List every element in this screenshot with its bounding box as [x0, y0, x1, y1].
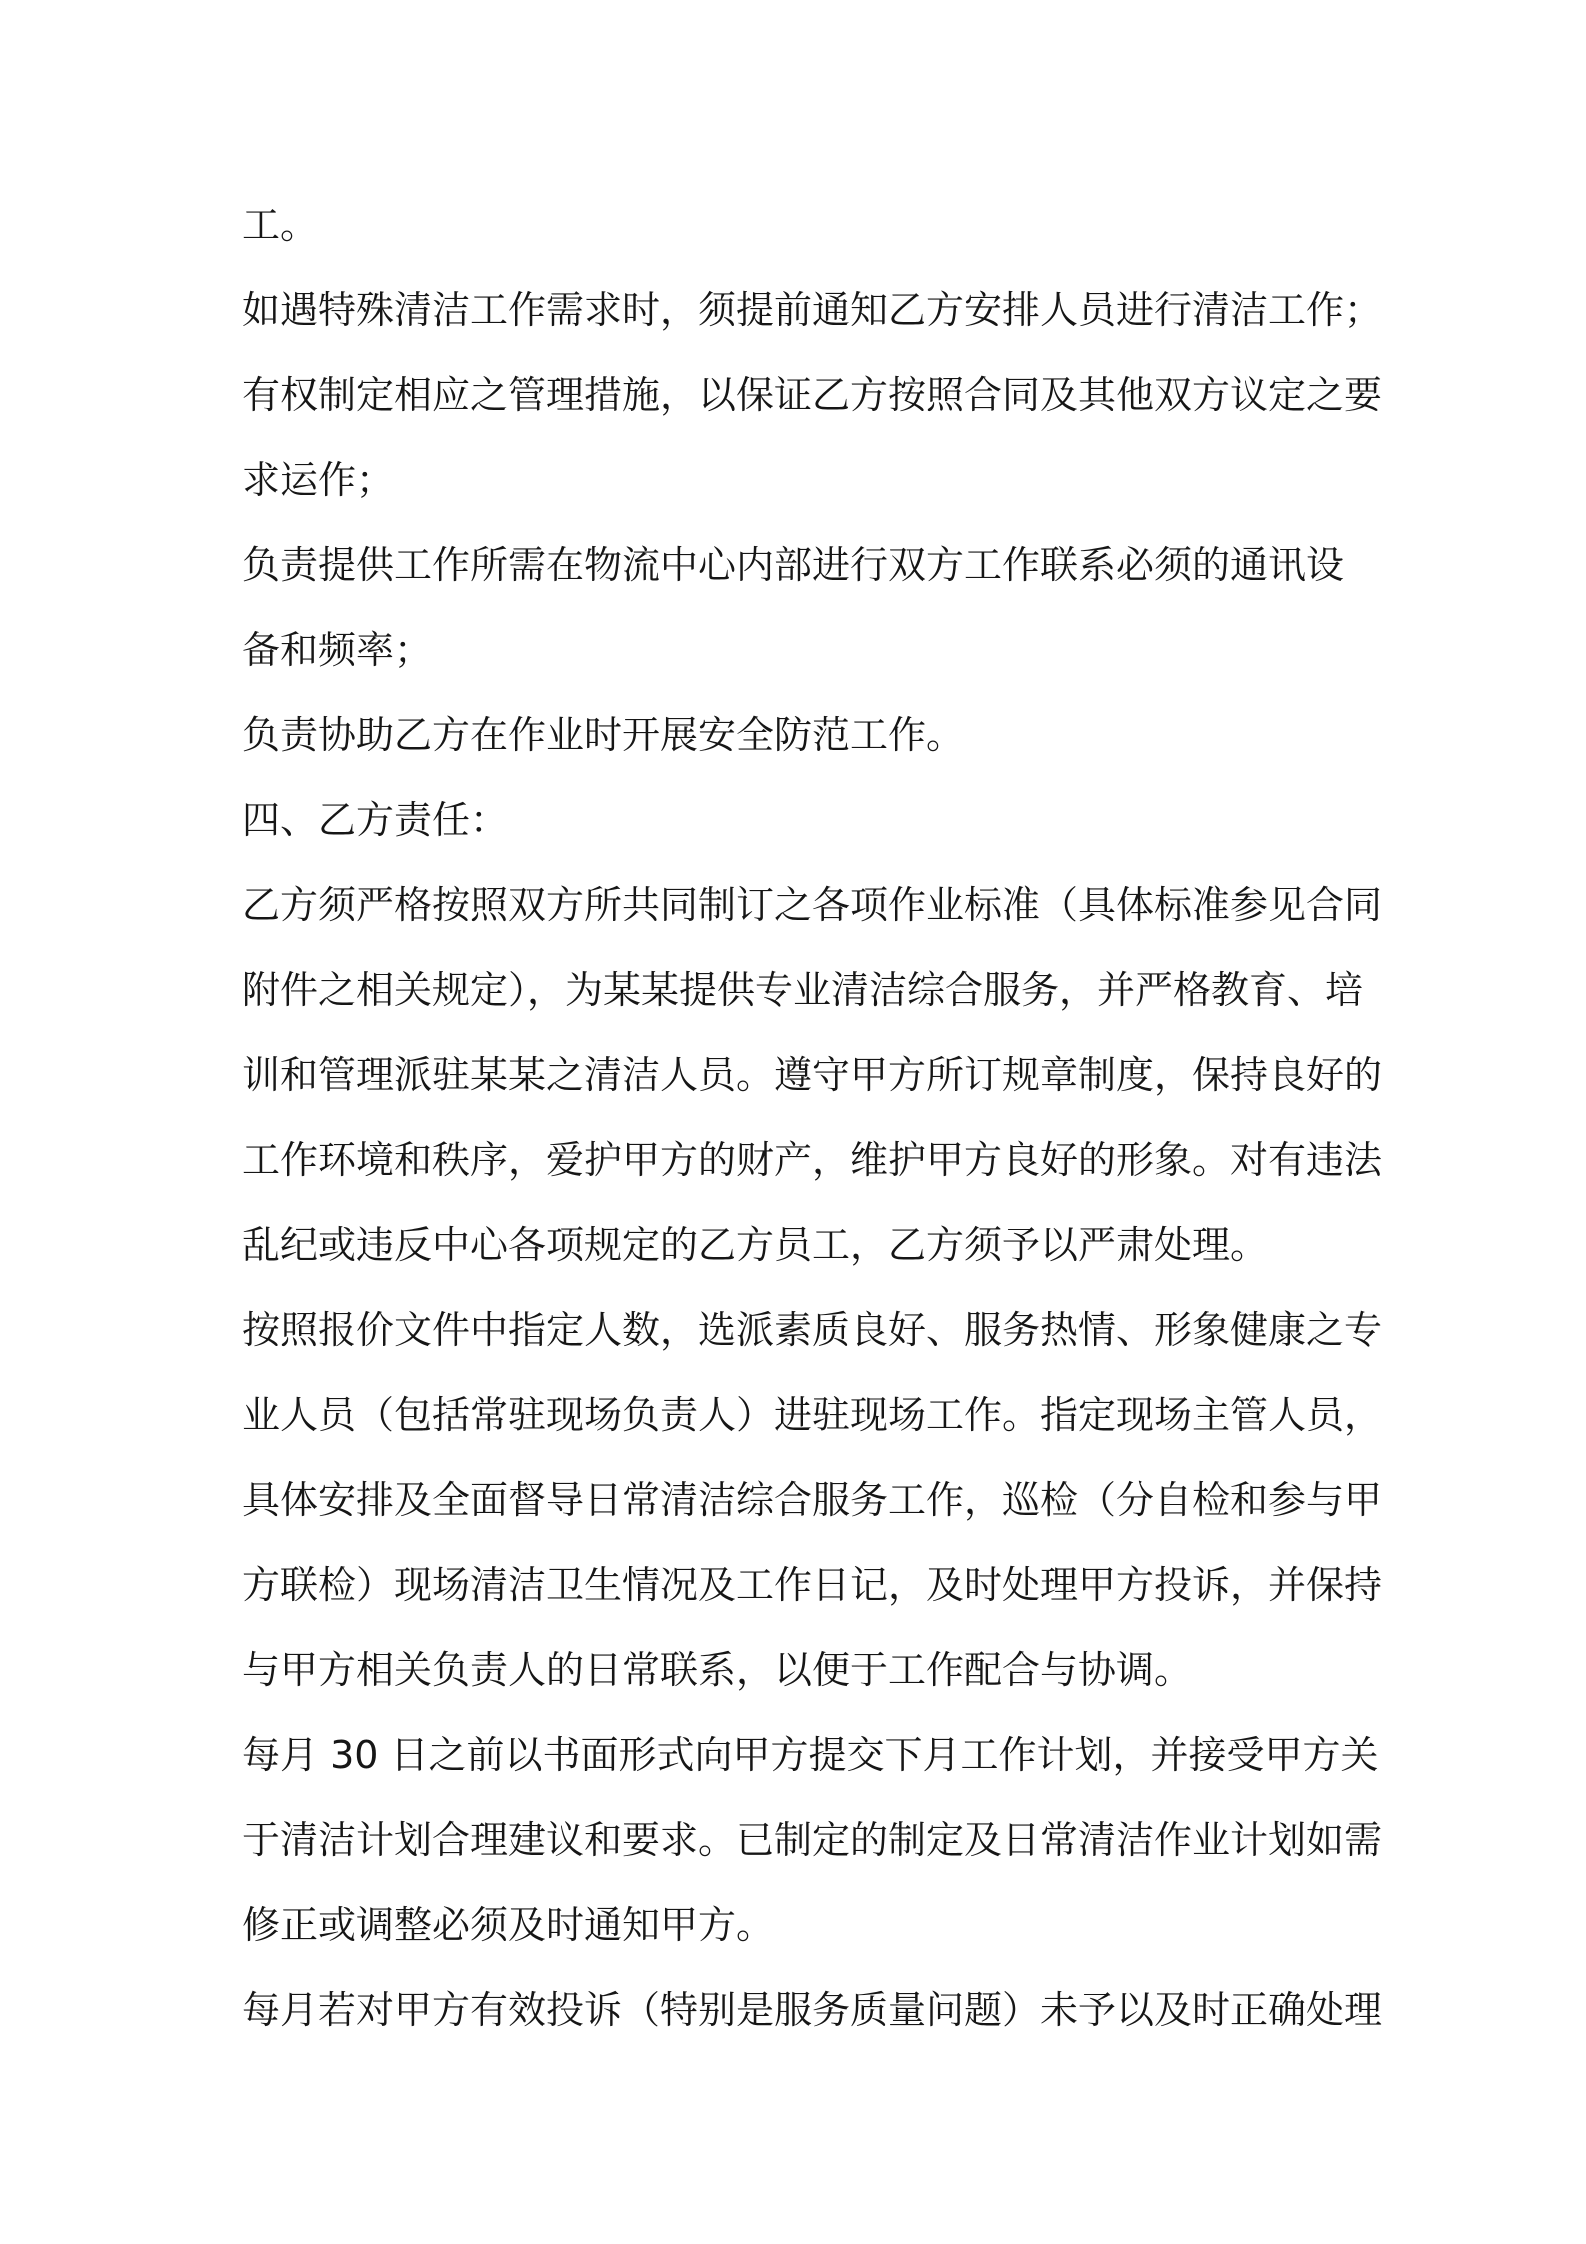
- text-line: 求运作；: [242, 458, 395, 502]
- text-line: 于清洁计划合理建议和要求。已制定的制定及日常清洁作业计划如需: [242, 1818, 1383, 1862]
- text-line: 工。: [242, 203, 319, 247]
- text-line: 负责协助乙方在作业时开展安全防范工作。: [242, 713, 965, 757]
- text-line: 如遇特殊清洁工作需求时，须提前通知乙方安排人员进行清洁工作；: [242, 288, 1383, 332]
- text-line: 具体安排及全面督导日常清洁综合服务工作，巡检（分自检和参与甲: [242, 1478, 1383, 1522]
- text-line: 负责提供工作所需在物流中心内部进行双方工作联系必须的通讯设: [242, 543, 1345, 587]
- document-body: [242, 200, 1383, 2070]
- text-line: 每月 30 日之前以书面形式向甲方提交下月工作计划，并接受甲方关: [242, 1733, 1379, 1777]
- text-line: 每月若对甲方有效投诉（特别是服务质量问题）未予以及时正确处理: [242, 1988, 1383, 2032]
- text-line: 乱纪或违反中心各项规定的乙方员工，乙方须予以严肃处理。: [242, 1223, 1269, 1267]
- text-line: 附件之相关规定），为某某提供专业清洁综合服务，并严格教育、培: [242, 968, 1364, 1012]
- text-line: 有权制定相应之管理措施，以保证乙方按照合同及其他双方议定之要: [242, 373, 1383, 417]
- text-line: 按照报价文件中指定人数，选派素质良好、服务热情、形象健康之专: [242, 1308, 1383, 1352]
- section-heading: 四、乙方责任：: [242, 798, 509, 842]
- text-line: 业人员（包括常驻现场负责人）进驻现场工作。指定现场主管人员，: [242, 1393, 1383, 1437]
- text-line: 训和管理派驻某某之清洁人员。遵守甲方所订规章制度，保持良好的: [242, 1053, 1383, 1097]
- text-line: 备和频率；: [242, 628, 433, 672]
- text-line: 修正或调整必须及时通知甲方。: [242, 1903, 775, 1947]
- text-line: 与甲方相关负责人的日常联系，以便于工作配合与协调。: [242, 1648, 1193, 1692]
- text-line: 工作环境和秩序，爱护甲方的财产，维护甲方良好的形象。对有违法: [242, 1138, 1383, 1182]
- text-line: 方联检）现场清洁卫生情况及工作日记，及时处理甲方投诉，并保持: [242, 1563, 1383, 1607]
- text-line: 乙方须严格按照双方所共同制订之各项作业标准（具体标准参见合同: [242, 883, 1383, 927]
